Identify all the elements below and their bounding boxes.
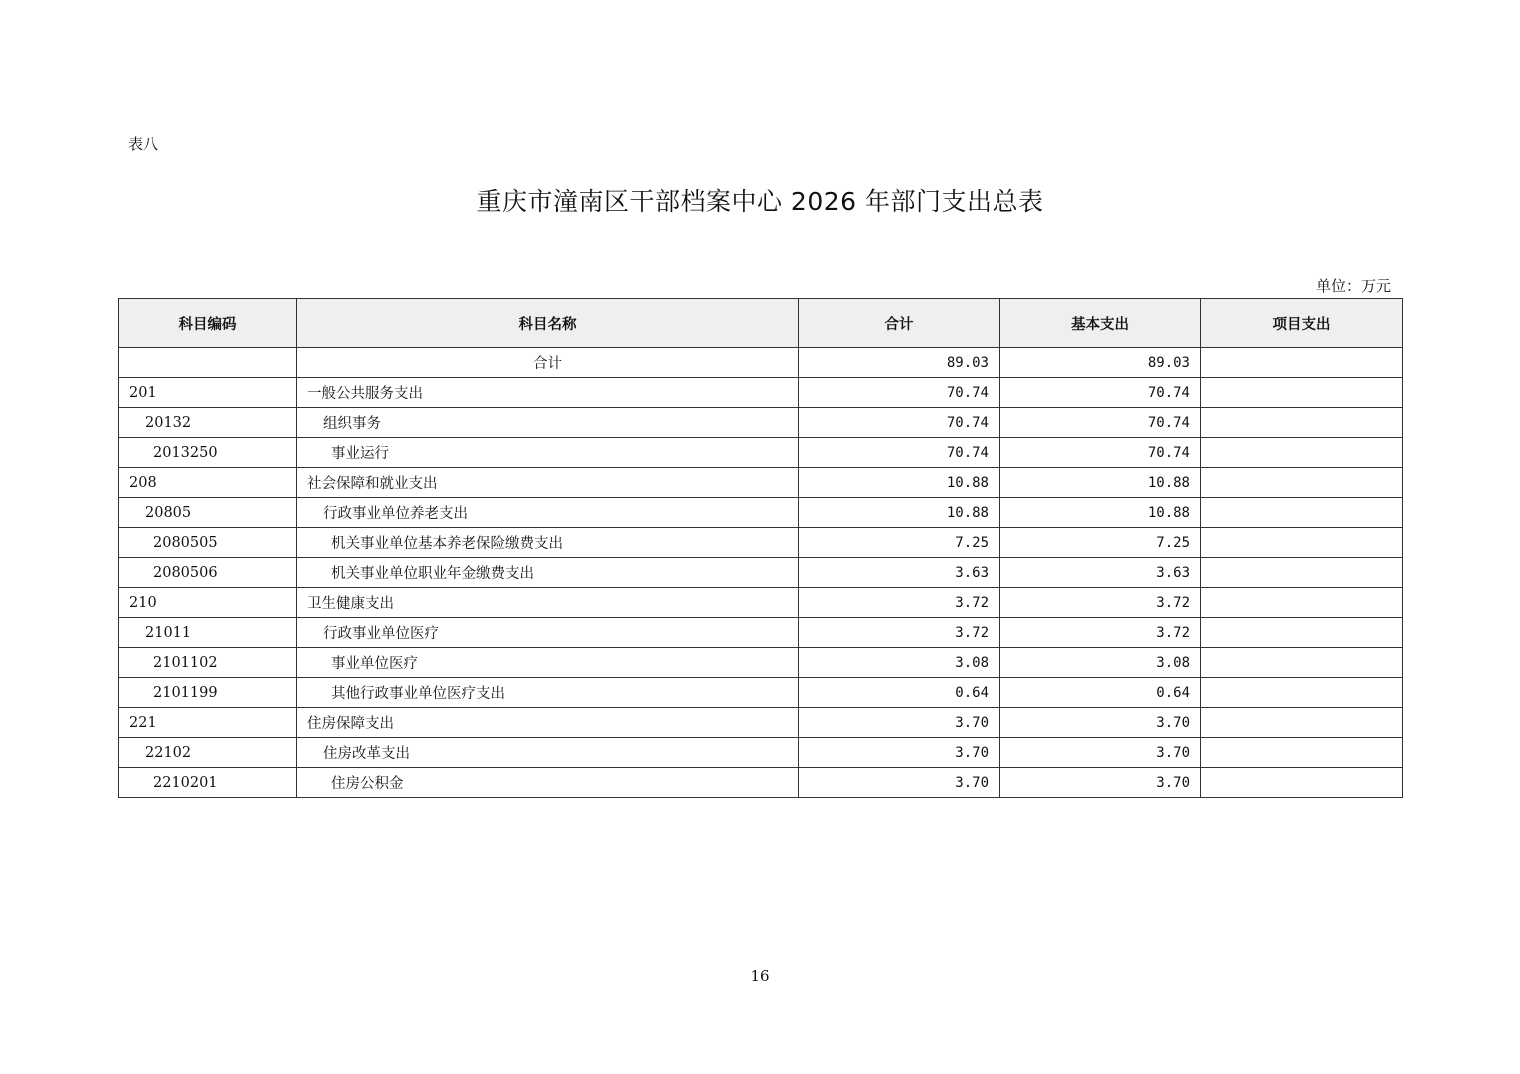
project-cell [1201,558,1403,588]
code-cell: 2013250 [119,438,297,468]
table-row [119,528,1403,558]
project-cell [1201,648,1403,678]
code-cell: 208 [119,468,297,498]
column-header-name: 科目名称 [297,299,799,348]
basic-cell: 3.72 [1000,618,1201,648]
total-cell: 7.25 [799,528,1000,558]
total-cell: 70.74 [799,408,1000,438]
name-cell: 卫生健康支出 [297,588,799,618]
total-cell: 3.72 [799,618,1000,648]
total-basic-cell: 89.03 [1000,348,1201,378]
basic-cell: 70.74 [1000,438,1201,468]
code-cell: 221 [119,708,297,738]
basic-cell: 70.74 [1000,378,1201,408]
table-row [119,738,1403,768]
name-cell: 行政事业单位医疗 [297,618,799,648]
table-header-row [119,299,1403,348]
column-header-project: 项目支出 [1201,299,1403,348]
total-cell: 0.64 [799,678,1000,708]
project-cell [1201,588,1403,618]
basic-cell: 70.74 [1000,408,1201,438]
total-cell: 3.70 [799,768,1000,798]
code-cell: 20132 [119,408,297,438]
total-row [119,348,1403,378]
table-row [119,558,1403,588]
total-code-cell [119,348,297,378]
code-cell: 20805 [119,498,297,528]
name-cell: 一般公共服务支出 [297,378,799,408]
total-cell: 10.88 [799,498,1000,528]
table-row [119,618,1403,648]
code-cell: 201 [119,378,297,408]
page-number: 16 [750,967,770,985]
basic-cell: 3.70 [1000,738,1201,768]
expense-table [118,298,1403,798]
total-cell: 3.08 [799,648,1000,678]
basic-cell: 3.08 [1000,648,1201,678]
project-cell [1201,498,1403,528]
total-cell: 3.70 [799,738,1000,768]
table-row [119,438,1403,468]
name-cell: 住房保障支出 [297,708,799,738]
table-row [119,708,1403,738]
basic-cell: 3.63 [1000,558,1201,588]
table-row [119,468,1403,498]
project-cell [1201,408,1403,438]
basic-cell: 10.88 [1000,468,1201,498]
table-body [119,348,1403,798]
basic-cell: 7.25 [1000,528,1201,558]
name-cell: 行政事业单位养老支出 [297,498,799,528]
total-cell: 70.74 [799,438,1000,468]
basic-cell: 10.88 [1000,498,1201,528]
name-cell: 组织事务 [297,408,799,438]
total-project-cell [1201,348,1403,378]
table-row [119,648,1403,678]
total-name-cell: 合计 [297,348,799,378]
page-title: 重庆市潼南区干部档案中心 2026 年部门支出总表 [476,187,1044,216]
name-cell: 机关事业单位基本养老保险缴费支出 [297,528,799,558]
project-cell [1201,708,1403,738]
project-cell [1201,738,1403,768]
name-cell: 机关事业单位职业年金缴费支出 [297,558,799,588]
code-cell: 2080505 [119,528,297,558]
project-cell [1201,438,1403,468]
column-header-basic: 基本支出 [1000,299,1201,348]
table-row [119,408,1403,438]
total-cell: 3.70 [799,708,1000,738]
project-cell [1201,678,1403,708]
project-cell [1201,768,1403,798]
name-cell: 其他行政事业单位医疗支出 [297,678,799,708]
name-cell: 住房改革支出 [297,738,799,768]
basic-cell: 0.64 [1000,678,1201,708]
table-row [119,498,1403,528]
project-cell [1201,528,1403,558]
basic-cell: 3.70 [1000,768,1201,798]
name-cell: 事业单位医疗 [297,648,799,678]
total-cell: 3.72 [799,588,1000,618]
column-header-code: 科目编码 [119,299,297,348]
code-cell: 210 [119,588,297,618]
project-cell [1201,468,1403,498]
total-cell: 70.74 [799,378,1000,408]
total-cell: 10.88 [799,468,1000,498]
basic-cell: 3.72 [1000,588,1201,618]
code-cell: 22102 [119,738,297,768]
column-header-total: 合计 [799,299,1000,348]
code-cell: 2101102 [119,648,297,678]
code-cell: 21011 [119,618,297,648]
project-cell [1201,618,1403,648]
table-label: 表八 [128,135,159,153]
project-cell [1201,378,1403,408]
table-row [119,678,1403,708]
code-cell: 2080506 [119,558,297,588]
basic-cell: 3.70 [1000,708,1201,738]
table-row [119,378,1403,408]
name-cell: 社会保障和就业支出 [297,468,799,498]
name-cell: 事业运行 [297,438,799,468]
total-cell: 3.63 [799,558,1000,588]
code-cell: 2101199 [119,678,297,708]
code-cell: 2210201 [119,768,297,798]
table-row [119,768,1403,798]
unit-label: 单位：万元 [1315,277,1391,295]
total-total-cell: 89.03 [799,348,1000,378]
table-row [119,588,1403,618]
name-cell: 住房公积金 [297,768,799,798]
